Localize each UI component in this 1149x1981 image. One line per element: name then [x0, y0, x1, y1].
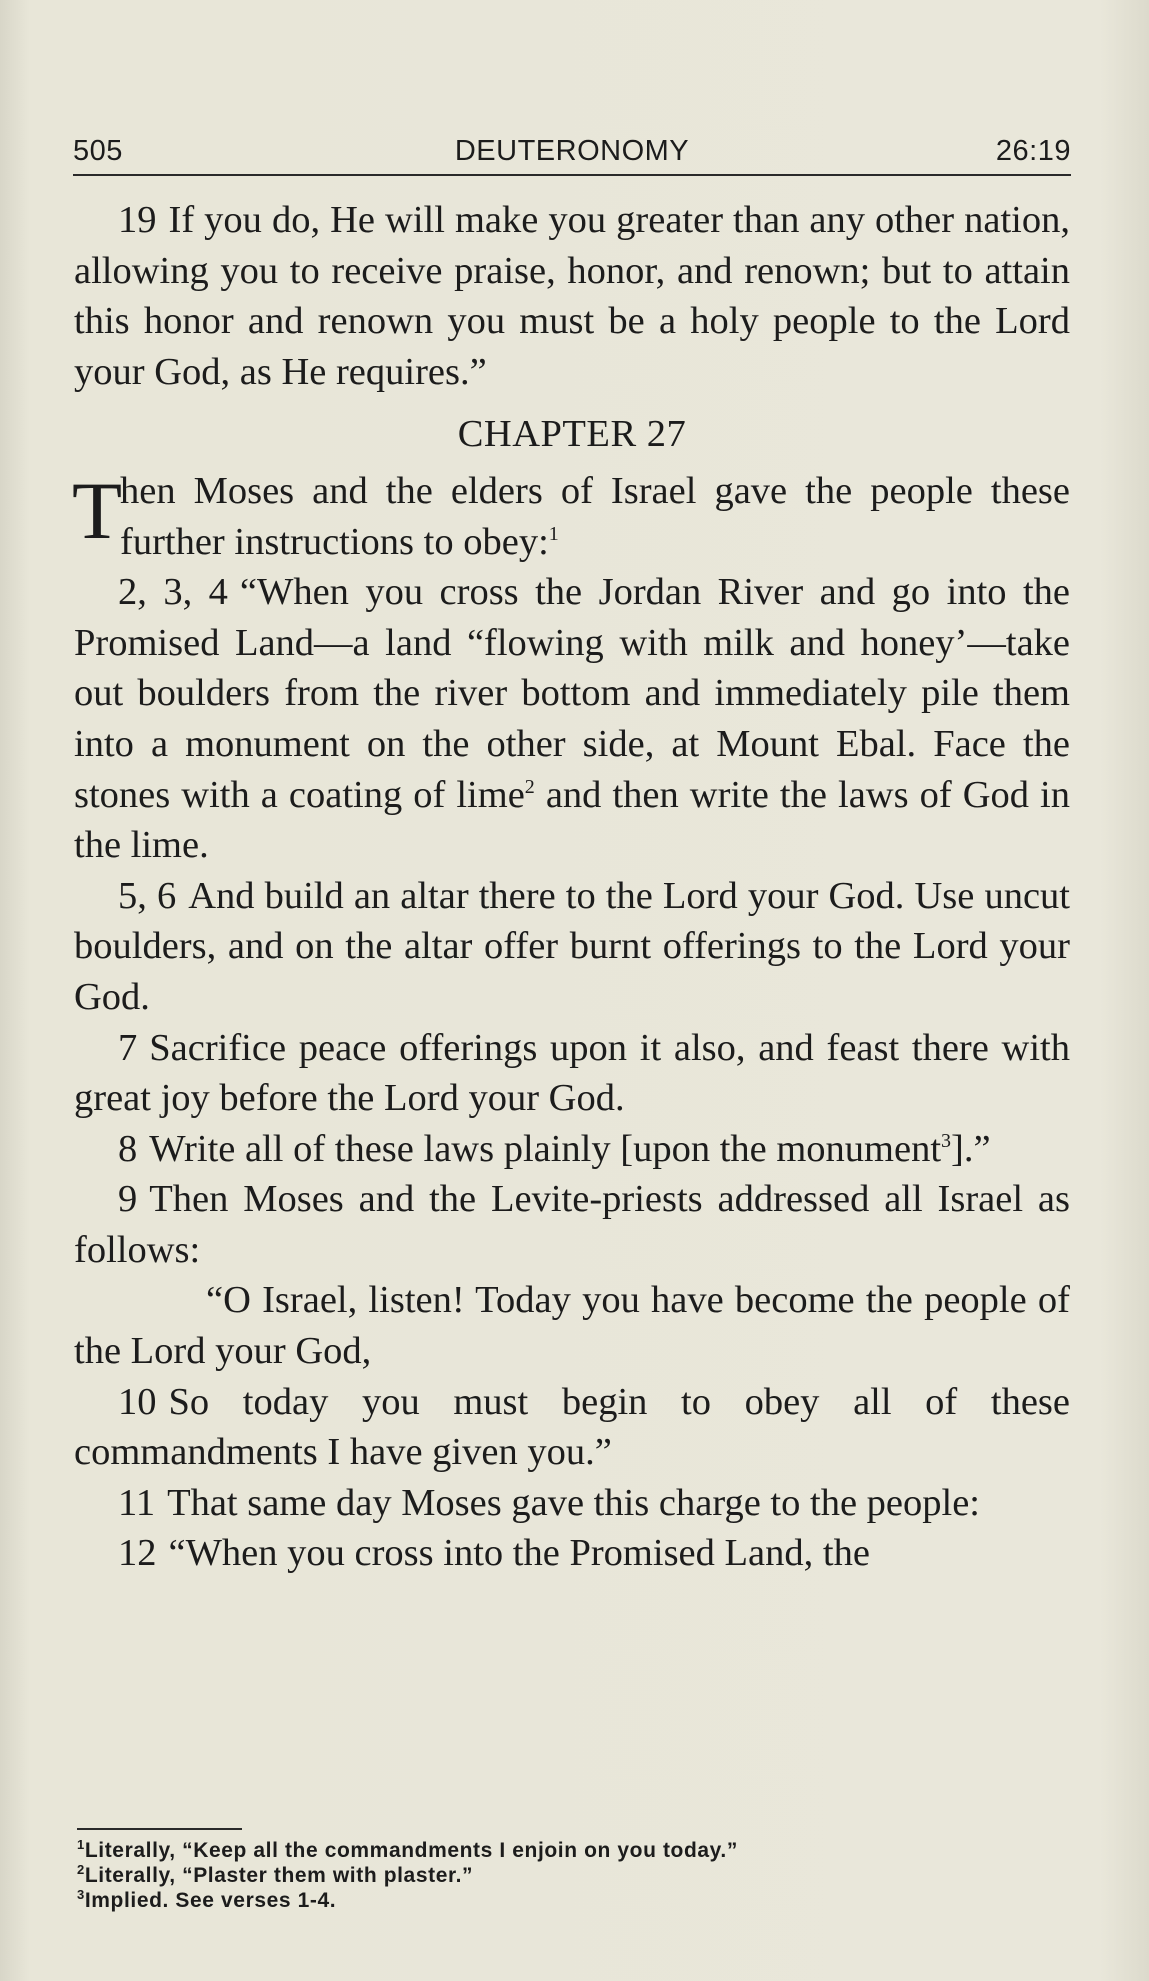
verse-text: “When you cross the Jordan River and go into the Promised Land—a land “flowing with milk and honey’—take out boulders from the river bottom and immediately pile them into a monument on the other side, at Mount Ebal. Face the stones with a coating of lime	[74, 571, 1070, 816]
footnote-mark: 1	[77, 1837, 85, 1852]
verse-text: So today you must begin to obey all of these commandments I have given you.”	[74, 1380, 1070, 1474]
verse-7	[74, 1023, 1070, 1124]
verse-text: Sacrifice peace offerings upon it also, and feast there with great joy before the Lord your God.	[74, 1026, 1070, 1120]
scripture-text	[74, 195, 1070, 1579]
verse-text: Then Moses and the Levite-priests addressed all Israel as follows:	[74, 1178, 1070, 1271]
header-rule	[73, 174, 1071, 176]
verse-number: 10	[118, 1380, 157, 1423]
footnote-mark: 2	[77, 1862, 85, 1877]
footnote-text: Literally, “Plaster them with plaster.”	[84, 1864, 474, 1887]
verse-11	[74, 1478, 1070, 1529]
running-head	[73, 135, 1071, 175]
footnote-marker: 3	[941, 1129, 952, 1152]
verse-text-cont: and then write the laws of God in the lime.	[74, 773, 1070, 867]
verse-text-cont: ].”	[951, 1127, 991, 1170]
verse-19	[74, 195, 1070, 397]
verse-12	[74, 1528, 1070, 1579]
chapter-heading: CHAPTER 27	[457, 413, 687, 456]
verse-number: 2, 3, 4	[118, 571, 228, 614]
drop-cap: T	[72, 464, 123, 556]
verse-text: If you do, He will make you greater than any other nation, allowing you to receive praise, honor, and renown; but to attain this honor and renown you must be a holy people to the Lord your God, as He requires.”	[74, 199, 1070, 393]
verse-number: 7	[118, 1026, 138, 1069]
verse-10	[74, 1377, 1070, 1478]
verse-8	[74, 1124, 1070, 1175]
footnote-text: Implied. See verses 1-4.	[84, 1889, 337, 1912]
footnote-text: Literally, “Keep all the commandments I enjoin on you today.”	[84, 1839, 738, 1862]
verse-1	[74, 466, 1070, 567]
verse-text: hen Moses and the elders of Israel gave the people these further instructions to obey:	[120, 469, 1070, 563]
verse-2-4	[74, 567, 1070, 871]
verse-number: 19	[118, 199, 157, 241]
verse-9-quote	[74, 1275, 1070, 1376]
footnote-rule	[77, 1828, 242, 1830]
verse-text: Write all of these laws plainly [upon the monument	[149, 1127, 942, 1170]
footnote-mark: 3	[77, 1887, 85, 1902]
verse-number: 12	[118, 1532, 157, 1575]
verse-text: And build an altar there to the Lord your God. Use uncut boulders, and on the altar offer burnt offerings to the Lord your God.	[74, 874, 1070, 1018]
verse-5-6	[74, 871, 1070, 1023]
verse-number: 9	[118, 1178, 138, 1221]
footnote-2	[77, 1863, 1067, 1888]
verse-text: “O Israel, listen! Today you have become the people of the Lord your God,	[74, 1279, 1070, 1373]
verse-text: That same day Moses gave this charge to the people:	[167, 1481, 980, 1524]
verse-text: “When you cross into the Promised Land, the	[168, 1532, 870, 1575]
verse-number: 8	[118, 1127, 138, 1170]
footnote-1	[77, 1838, 1067, 1863]
footnote-marker: 1	[548, 522, 559, 545]
verse-number: 5, 6	[118, 874, 177, 917]
page-number: 505	[73, 135, 123, 167]
footnote-marker: 2	[524, 775, 535, 798]
footnote-3	[77, 1888, 1067, 1913]
book-title: DEUTERONOMY	[454, 135, 690, 167]
footnotes	[77, 1838, 1067, 1913]
chapter-verse-reference: 26:19	[995, 135, 1071, 167]
verse-9	[74, 1174, 1070, 1275]
verse-number: 11	[118, 1481, 156, 1524]
